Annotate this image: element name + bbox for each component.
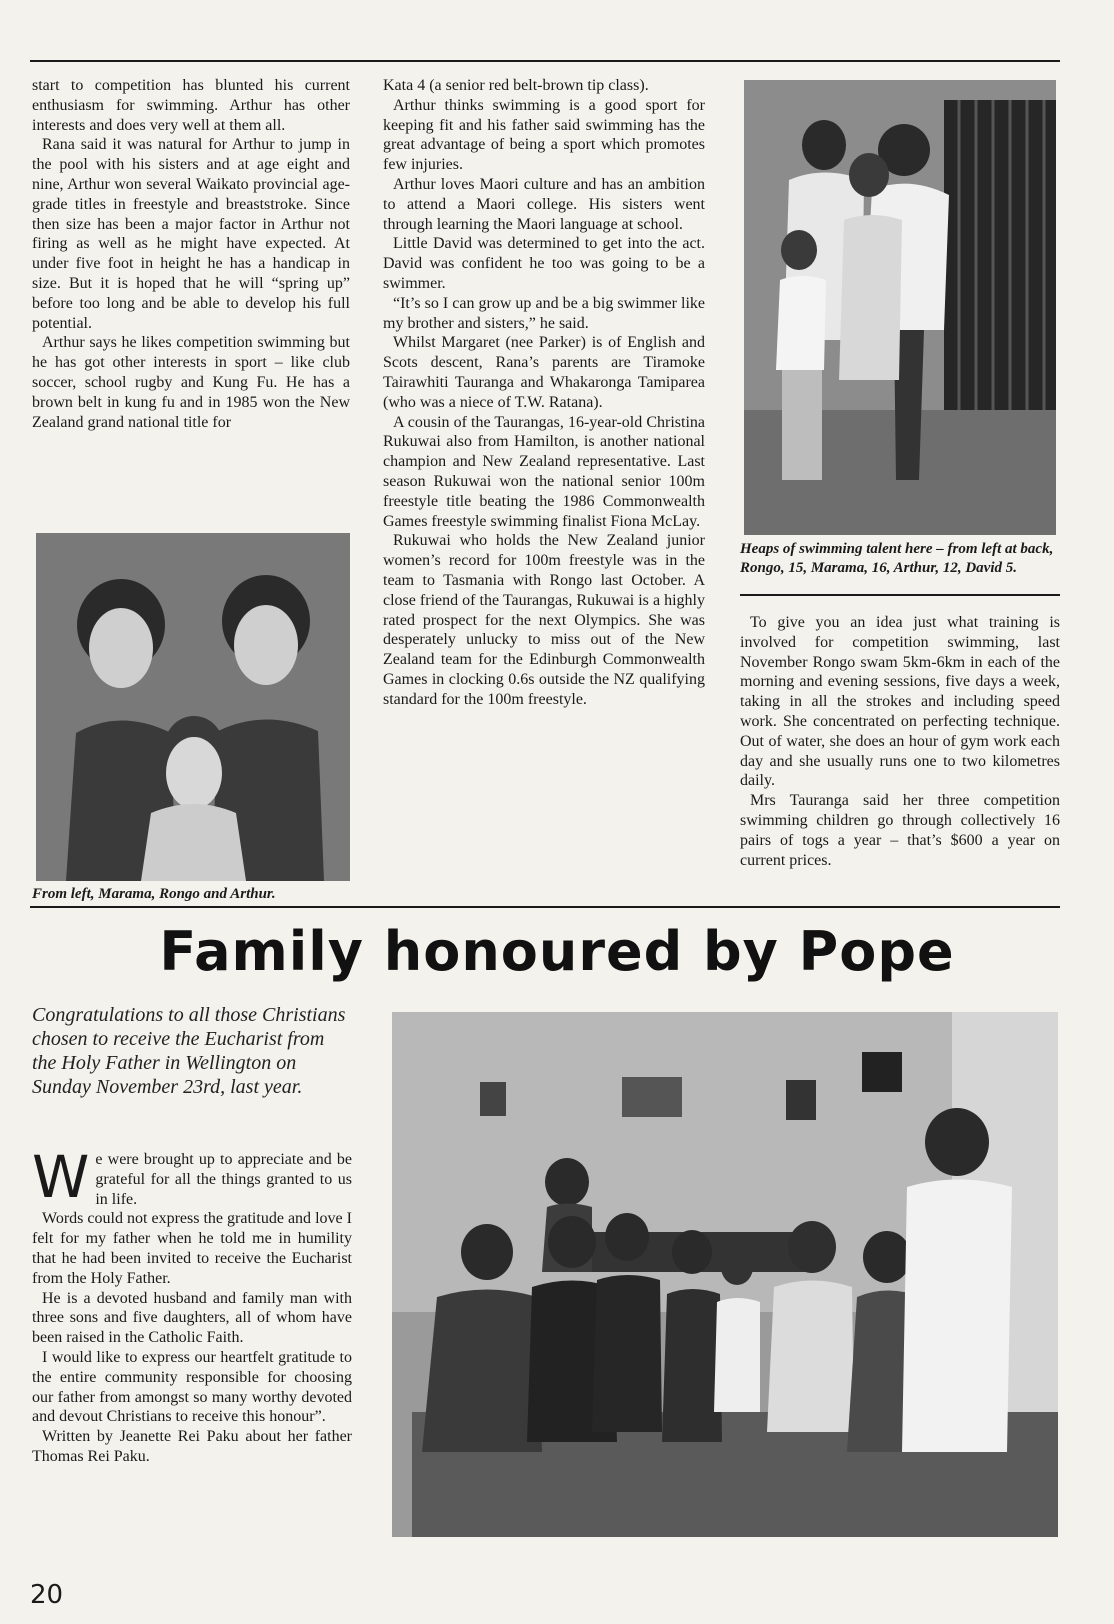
paragraph: Arthur loves Maori culture and has an ambition to attend a Maori college. His sisters went through learning the Maori language at school. [383, 175, 705, 233]
paragraph: A cousin of the Taurangas, 16-year-old Christina Rukuwai also from Hamilton, is another national champion and New Zealand representative. Last season Rukuwai won the national senior 100m freestyle title beating the 1986 Commonwealth Games freestyle swimming finalist Fiona McLay. [383, 413, 705, 530]
swimmers-caption: From left, Marama, Rongo and Arthur. [32, 886, 276, 902]
swimmers-photo [36, 533, 350, 881]
article-column-3 [740, 613, 1060, 870]
paragraph: To give you an idea just what training is involved for competition swimming, last November Rongo swam 5km-6km in each of the morning and evening sessions, five days a week, taking in all the strokes and including speed work. She concentrated on perfecting technique. Out of water, she does an hour of gym work each day and she usually runs one to two kilometres daily. [740, 614, 1060, 790]
paragraph: “It’s so I can grow up and be a big swimmer like my brother and sisters,” he said. [383, 294, 705, 332]
pope-family-photo [392, 1012, 1058, 1537]
caption-rule [740, 594, 1060, 596]
paragraph: Arthur says he likes competition swimming but he has got other interests in sport – like club soccer, school rugby and Kung Fu. He has a brown belt in kung fu and in 1985 won the New Zealand grand national title for [32, 334, 350, 431]
paragraph: He is a devoted husband and family man with three sons and five daughters, all of whom have been raised in the Catholic Faith. [32, 1289, 352, 1347]
swimming-family-photo [744, 80, 1056, 535]
paragraph: start to competition has blunted his current enthusiasm for swimming. Arthur has other interests and does very well at them all. [32, 77, 350, 134]
article-column-1 [32, 76, 350, 432]
paragraph: Mrs Tauranga said her three competition swimming children go through collectively 16 pairs of togs a year – that’s $600 a year on current prices. [740, 792, 1060, 869]
paragraph: Kata 4 (a senior red belt-brown tip class). [383, 77, 649, 94]
paragraph: I would like to express our heartfelt gratitude to the entire community responsible for choosing our father from amongst so many worthy devoted and devout Christians to receive this honour”. [32, 1348, 352, 1426]
paragraph: Arthur thinks swimming is a good sport for keeping fit and his father said swimming has the great advantage of being a sport which promotes few injuries. [383, 96, 705, 174]
paragraph: Little David was determined to get into the act. David was confident he too was going to be a swimmer. [383, 235, 705, 292]
paragraph: Rukuwai who holds the New Zealand junior women’s record for 100m freestyle was in the team to Tasmania with Rongo last October. A close friend of the Taurangas, Rukuwai is a highly rated prospect for the next Olympics. She was desperately unlucky to miss out of the New Zealand team for the Edinburgh Commonwealth Games in clocking 0.6s outside the NZ qualifying standard for the 100m freestyle. [383, 532, 705, 708]
swimming-family-caption: Heaps of swimming talent here – from left at back, Rongo, 15, Marama, 16, Arthur, 12, David 5. [740, 541, 1054, 576]
paragraph: Rana said it was natural for Arthur to jump in the pool with his sisters and at age eight and nine, Arthur won several Waikato provincial age-grade titles in freestyle and breaststroke. Since then size has been a major factor in Arthur not firing as well as he might have expected. At under five foot in height he has a handicap in size. But it is hoped that he will “spring up” before too long and be able to develop his full potential. [32, 136, 350, 332]
article-column-2 [383, 76, 705, 710]
top-rule [30, 60, 1060, 62]
drop-cap: W [32, 1143, 90, 1211]
page-number: 20 [30, 1580, 64, 1610]
paragraph: We were brought up to appreciate and be grateful for all the things granted to us in life. [32, 1143, 352, 1211]
paragraph: Whilst Margaret (nee Parker) is of English and Scots descent, Rana’s parents are Tiramoke Tairawhiti Tauranga and Whakaronga Tamiparea (who was a niece of T.W. Ratana). [383, 334, 705, 411]
pope-intro: Congratulations to all those Christians chosen to receive the Eucharist from the Holy Father in Wellington on Sunday November 23rd, last year. [32, 1004, 346, 1098]
section-rule [30, 906, 1060, 908]
paragraph: Words could not express the gratitude and love I felt for my father when he told me in humility that he had been invited to receive the Eucharist from the Holy Father. [32, 1210, 352, 1287]
pope-article [32, 1143, 352, 1467]
headline: Family honoured by Pope [159, 920, 955, 983]
paragraph: Written by Jeanette Rei Paku about her father Thomas Rei Paku. [32, 1428, 352, 1465]
